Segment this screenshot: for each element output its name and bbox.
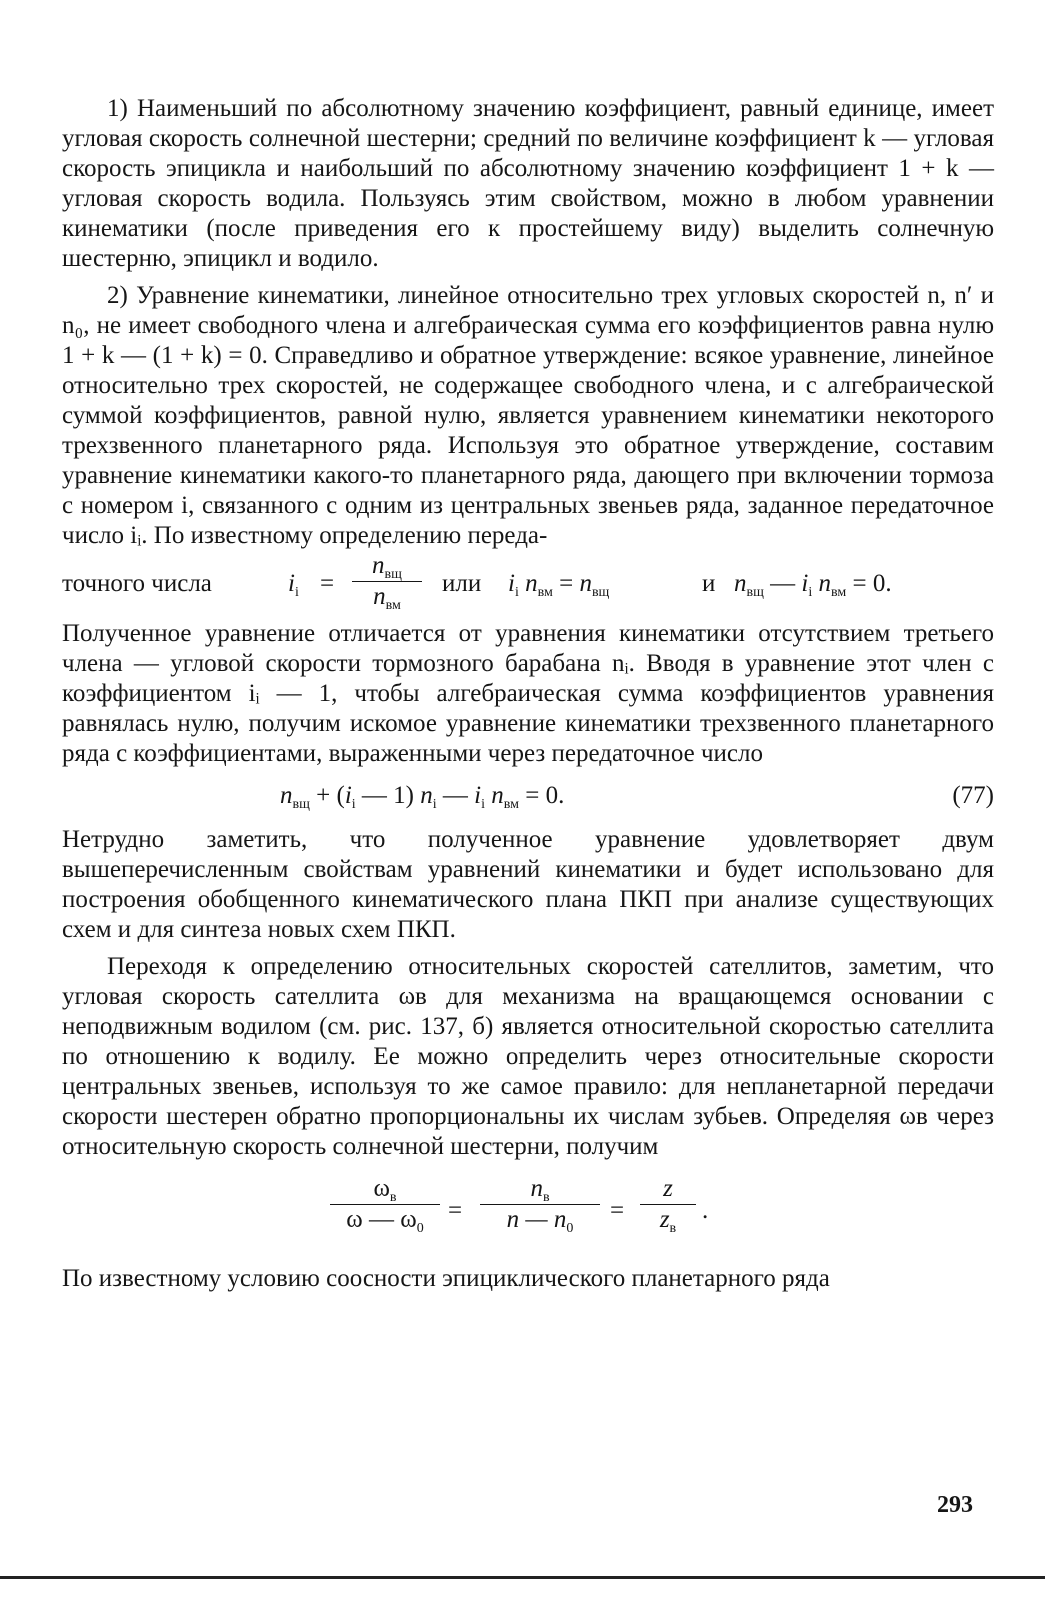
- ratio-fraction-n: [480, 1175, 600, 1236]
- paragraph-1: 1) Наименьший по абсолютному значению коэффициент, равный единице, имеет угловая скорость солнечной шестерни; средний по величине коэффициент k — угловая скорость эпицикла и наибольший по абсолютному значению коэффициент 1 + k — угловая скорость водила. Пользуясь этим свойством, можно в любом уравнении кинематики (после приведения его к простейшему виду) выделить солнечную шестерню, эпицикл и водило.: [62, 95, 994, 272]
- formula-lead-text: точного числа: [62, 570, 212, 597]
- formula-third-equation: $n_{вщ}$ — $i_i$ $n_{вм} = 0$.: [734, 570, 892, 600]
- ratio-z-numerator: z: [663, 1175, 673, 1202]
- formula-and-text: и: [702, 570, 716, 597]
- ratio-omega-bar: [330, 1204, 440, 1205]
- formula-second-equation: $i_i$ $n_{вм} = n_{вщ}$: [508, 570, 610, 600]
- formula-gear-ratio: [62, 553, 994, 617]
- formula-lhs: $i_i$: [288, 570, 299, 600]
- fraction-denominator: $n_{вм}$: [373, 583, 401, 613]
- formula-or-text: или: [442, 570, 482, 597]
- formula-velocity-ratio: [62, 1176, 994, 1258]
- ratio-fraction-omega: [330, 1175, 440, 1236]
- ratio-equals-1: =: [448, 1197, 463, 1224]
- page-number: 293: [937, 1492, 973, 1518]
- ratio-n-bar: [480, 1204, 600, 1205]
- paragraph-3: Полученное уравнение отличается от уравнения кинематики отсутствием третьего члена — угловой скорости тормозного барабана nᵢ. Вводя в уравнение этот член с коэффициентом iᵢ — 1, чтобы алгебраическая сумма коэффициентов уравнения равнялась нулю, получим искомое уравнение кинематики трехзвенного планетарного ряда с коэффициентами, выраженными через передаточное число: [62, 620, 994, 767]
- ratio-omega-numerator: $\omega_в$: [373, 1175, 397, 1205]
- ratio-fraction-z: [640, 1175, 696, 1236]
- scan-bottom-edge: [0, 1576, 1045, 1579]
- paragraph-2: 2) Уравнение кинематики, линейное относительно трех угловых скоростей n, n′ и n₀, не имеет свободного члена и алгебраическая сумма его коэффициентов равна нулю 1 + k — (1 + k) = 0. Справедливо и обратное утверждение: всякое уравнение, линейное относительно трех скоростей, не содержащее свободного члена, и с алгебраической суммой коэффициентов, равной нулю, является уравнением кинематики некоторого трехзвенного планетарного ряда. Используя это обратное утверждение, составим уравнение кинематики какого-то планетарного ряда, дающего при включении тормоза с номером i, связанного с одним из центральных звеньев ряда, заданное передаточное число iᵢ. По известному определению переда-: [62, 282, 994, 549]
- ratio-omega-denominator: ω — $\omega_0$: [346, 1206, 424, 1236]
- ratio-period: .: [702, 1197, 709, 1224]
- ratio-n-numerator: $n_в$: [530, 1175, 550, 1205]
- ratio-equals-2: =: [610, 1197, 625, 1224]
- formula-equals: =: [320, 570, 335, 597]
- ratio-z-denominator: $z_в$: [659, 1206, 677, 1236]
- ratio-n-denominator: n — $n_0$: [506, 1206, 574, 1236]
- equation-77: [62, 773, 994, 821]
- page-text: [62, 94, 994, 1294]
- equation-number: (77): [952, 782, 994, 809]
- paragraph-5: Переходя к определению относительных скоростей сателлитов, заметим, что угловая скорость сателлита ωв для механизма на вращающемся основании с неподвижным водилом (см. рис. 137, б) является относительной скоростью сателлита по отношению к водилу. Ее можно определить через относительные скорости центральных звеньев, используя то же самое правило: для непланетарной передачи скорости шестерен обратно пропорциональны их числам зубьев. Определяя ωв через относительную скорость солнечной шестерни, получим: [62, 953, 994, 1160]
- equation-77-body: $n_{вщ} + (i_i$ — 1) $n_i$ — $i_i$ $n_{вм} = 0$.: [280, 782, 565, 812]
- ratio-z-bar: [640, 1204, 696, 1205]
- formula-fraction: [352, 552, 422, 613]
- paragraph-6: По известному условию соосности эпициклического планетарного ряда: [62, 1265, 830, 1292]
- paragraph-4: Нетрудно заметить, что полученное уравнение удовлетворяет двум вышеперечисленным свойствам уравнений кинематики и будет использовано для построения обобщенного кинематического плана ПКП при анализе существующих схем и для синтеза новых схем ПКП.: [62, 826, 994, 943]
- fraction-numerator: $n_{вщ}$: [372, 552, 402, 582]
